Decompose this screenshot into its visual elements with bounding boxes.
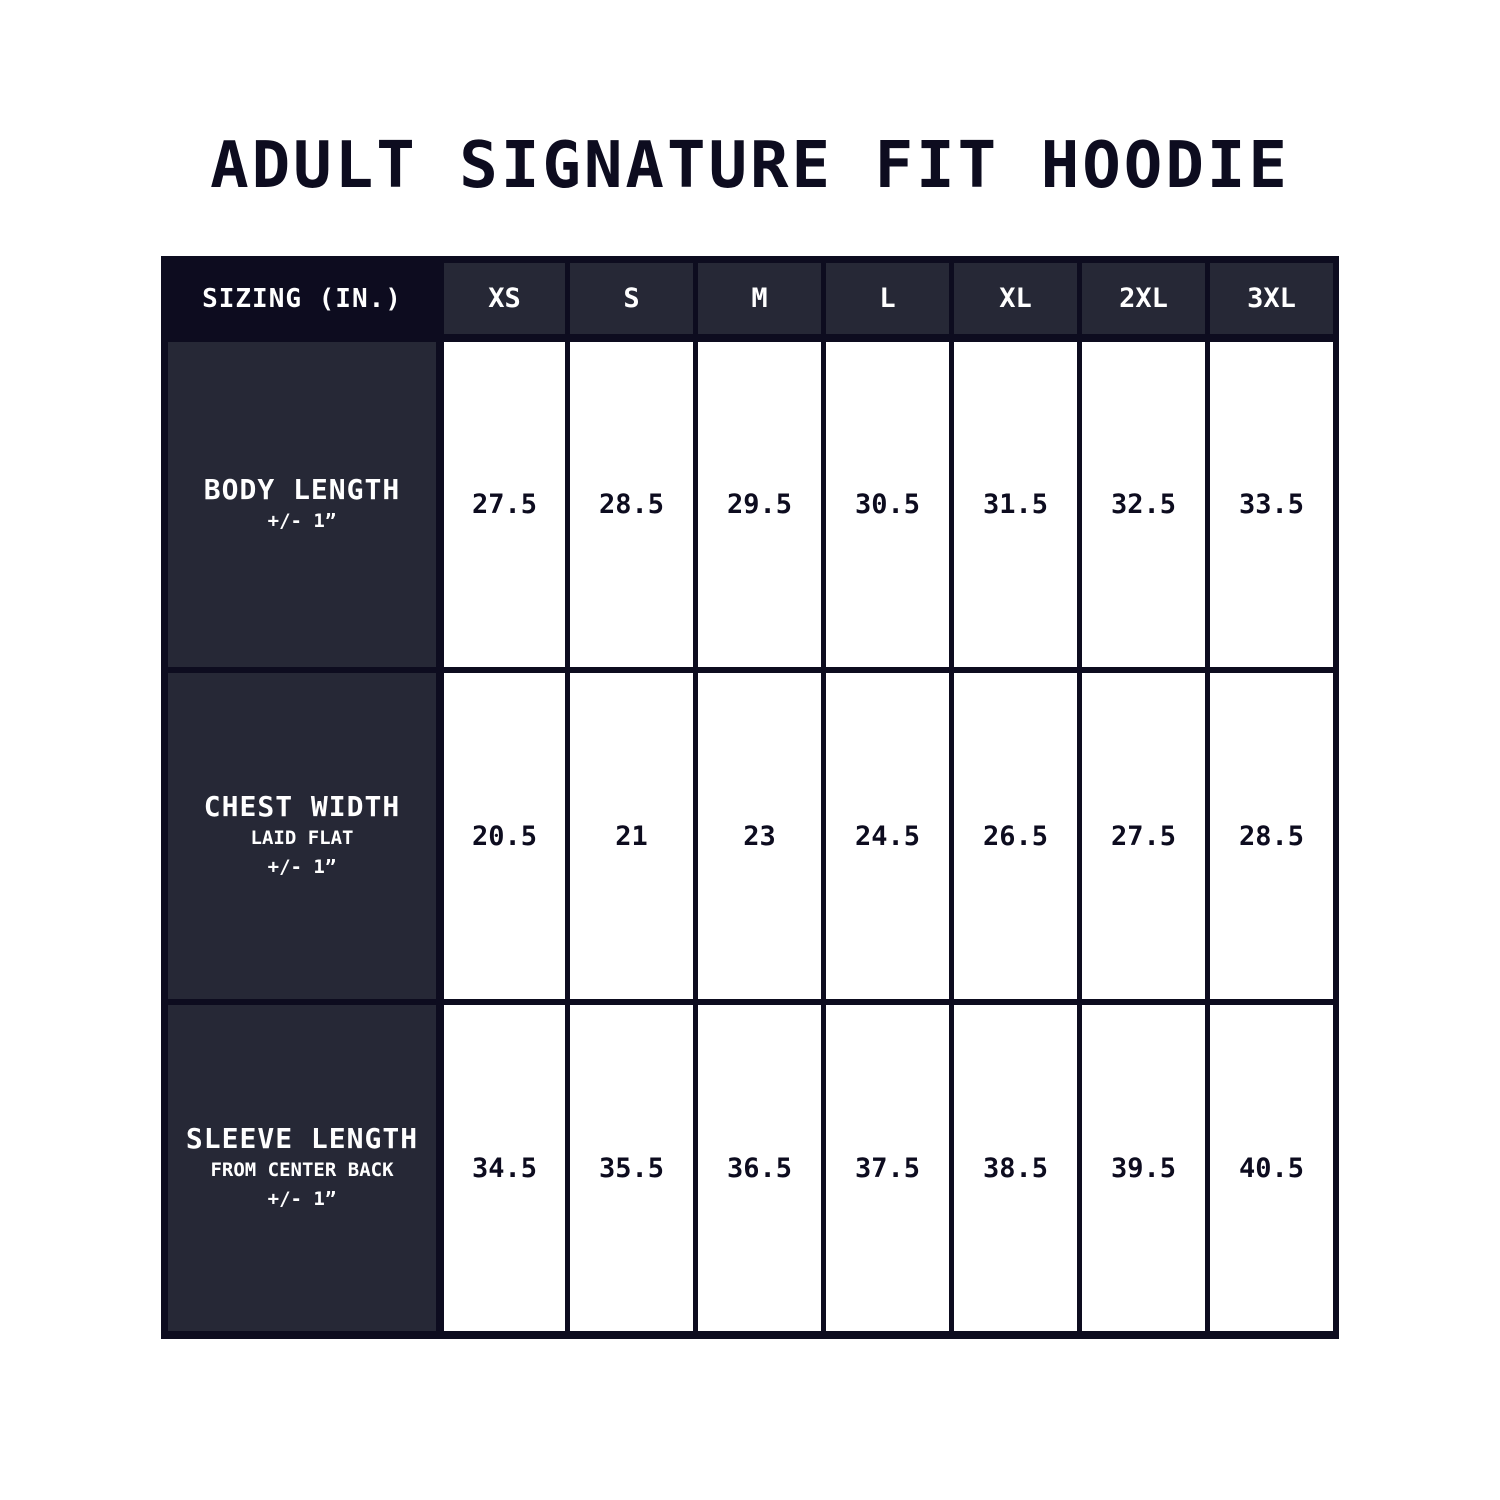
table-cell-value: 31.5 bbox=[982, 489, 1049, 520]
table-cell bbox=[444, 342, 565, 667]
size-header-label: 3XL bbox=[1247, 283, 1296, 314]
table-cell-value: 27.5 bbox=[1110, 820, 1177, 852]
table-cell bbox=[698, 1005, 821, 1331]
table-cell bbox=[1210, 342, 1333, 667]
sizing-header bbox=[168, 263, 436, 334]
table-cell bbox=[570, 673, 693, 999]
size-header-xs bbox=[444, 263, 565, 334]
table-cell bbox=[826, 342, 949, 667]
table-cell bbox=[1082, 342, 1205, 667]
table-cell-value: 35.5 bbox=[598, 1152, 665, 1184]
table-cell-value: 27.5 bbox=[471, 489, 538, 520]
size-header-xl bbox=[954, 263, 1077, 334]
size-header-3xl bbox=[1210, 263, 1333, 334]
size-header-s bbox=[570, 263, 693, 334]
table-cell-value: 33.5 bbox=[1238, 489, 1305, 520]
row-header-note: LAID FLAT bbox=[250, 827, 354, 849]
table-cell bbox=[570, 342, 693, 667]
table-cell-value: 34.5 bbox=[471, 1152, 538, 1184]
table-cell-value: 28.5 bbox=[1238, 820, 1305, 852]
page-title: ADULT SIGNATURE FIT HOODIE bbox=[210, 129, 1290, 203]
table-cell bbox=[954, 342, 1077, 667]
table-cell bbox=[826, 673, 949, 999]
table-cell bbox=[570, 1005, 693, 1331]
row-header-note: FROM CENTER BACK bbox=[210, 1159, 394, 1181]
table-cell-value: 36.5 bbox=[726, 1152, 793, 1184]
table-cell-value: 38.5 bbox=[982, 1152, 1049, 1184]
table-cell bbox=[954, 1005, 1077, 1331]
table-cell bbox=[698, 673, 821, 999]
row-header-label: CHEST WIDTH bbox=[203, 790, 401, 823]
table-cell-value: 21 bbox=[615, 820, 648, 852]
table-cell bbox=[1082, 1005, 1205, 1331]
size-chart-table bbox=[161, 256, 1339, 1339]
size-header-2xl bbox=[1082, 263, 1205, 334]
table-cell-value: 37.5 bbox=[854, 1152, 921, 1184]
table-cell-value: 28.5 bbox=[598, 489, 665, 520]
row-header-note: +/- 1” bbox=[267, 856, 337, 878]
table-cell bbox=[1210, 673, 1333, 999]
row-header-body-length bbox=[168, 342, 436, 667]
size-header-label: 2XL bbox=[1119, 283, 1168, 314]
size-header-label: S bbox=[623, 283, 640, 314]
sizing-header-label: SIZING (IN.) bbox=[202, 283, 402, 314]
table-cell-value: 24.5 bbox=[854, 820, 921, 852]
table-cell-value: 40.5 bbox=[1238, 1152, 1305, 1184]
table-cell bbox=[444, 673, 565, 999]
table-cell bbox=[1210, 1005, 1333, 1331]
table-cell-value: 32.5 bbox=[1110, 489, 1177, 520]
row-header-note: +/- 1” bbox=[267, 510, 337, 532]
row-header-chest-width bbox=[168, 673, 436, 999]
table-cell bbox=[826, 1005, 949, 1331]
row-header-sleeve-length bbox=[168, 1005, 436, 1331]
size-header-label: L bbox=[879, 283, 896, 314]
size-header-label: M bbox=[751, 283, 768, 314]
table-cell-value: 39.5 bbox=[1110, 1152, 1177, 1184]
table-cell bbox=[444, 1005, 565, 1331]
table-cell bbox=[954, 673, 1077, 999]
table-cell-value: 29.5 bbox=[726, 489, 793, 520]
table-cell bbox=[698, 342, 821, 667]
table-cell-value: 30.5 bbox=[854, 489, 921, 520]
table-cell bbox=[1082, 673, 1205, 999]
table-cell-value: 20.5 bbox=[471, 820, 538, 852]
size-header-m bbox=[698, 263, 821, 334]
row-header-note: +/- 1” bbox=[267, 1188, 337, 1210]
table-cell-value: 26.5 bbox=[982, 820, 1049, 852]
size-header-l bbox=[826, 263, 949, 334]
size-header-label: XL bbox=[999, 283, 1032, 314]
size-header-label: XS bbox=[488, 283, 521, 314]
row-header-label: SLEEVE LENGTH bbox=[185, 1122, 419, 1155]
row-header-label: BODY LENGTH bbox=[203, 473, 401, 506]
table-cell-value: 23 bbox=[743, 820, 776, 852]
